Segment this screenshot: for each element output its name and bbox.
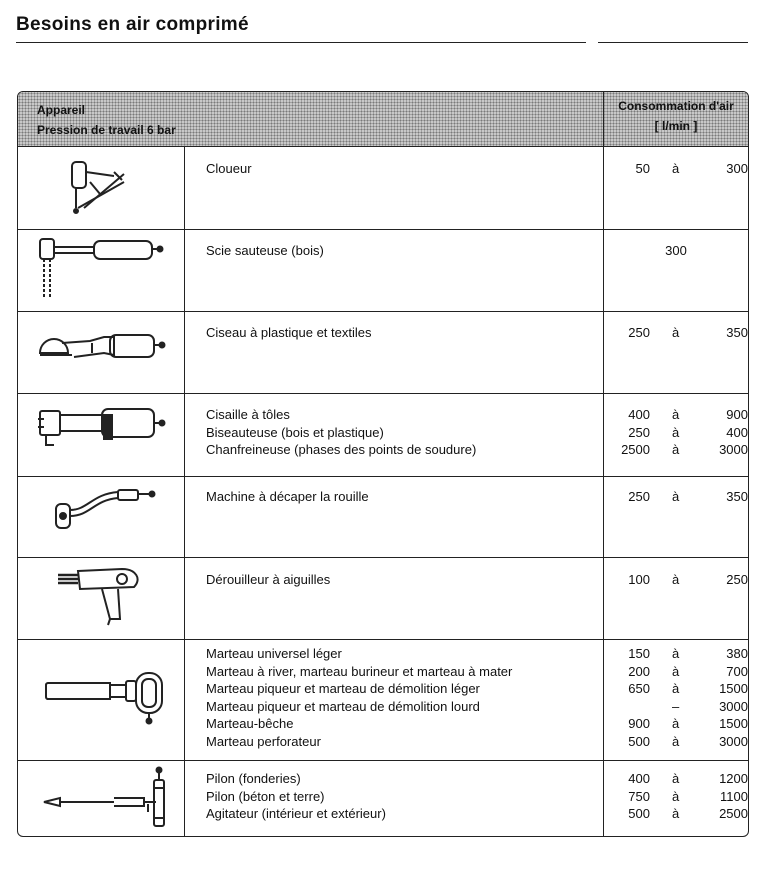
- device-names: [206, 324, 596, 342]
- consumption-values: [604, 242, 748, 260]
- consumption-max: 1500: [719, 681, 748, 697]
- range-separator: à: [672, 733, 680, 749]
- table-header: [18, 92, 748, 147]
- consumption-min: 100: [628, 572, 650, 587]
- device-name: Ciseau à plastique et textiles: [206, 325, 372, 340]
- table-row: [18, 393, 748, 477]
- range-separator: à: [672, 788, 680, 804]
- range-separator: à: [672, 442, 680, 458]
- device-name: Agitateur (intérieur et extérieur): [206, 806, 386, 822]
- consumption-min: 150: [628, 646, 650, 661]
- consumption-max: 1100: [720, 788, 748, 804]
- consumption-range: [604, 406, 748, 424]
- table-row: [18, 146, 748, 230]
- range-separator: à: [672, 681, 680, 697]
- device-name: Scie sauteuse (bois): [206, 243, 324, 258]
- consumption-max: 300: [726, 161, 748, 176]
- consumption-max: 3000: [719, 442, 748, 458]
- title-rule: [598, 42, 748, 43]
- device-name: Dérouilleur à aiguilles: [206, 572, 331, 587]
- consumption-range: [604, 571, 748, 589]
- header-device: [37, 100, 176, 140]
- device-name: Chanfreineuse (phases des points de soudure): [206, 442, 477, 458]
- consumption-min: 500: [628, 733, 650, 749]
- consumption-value: 300: [665, 243, 687, 258]
- consumption-min: 50: [635, 161, 650, 176]
- device-name: Marteau-bêche: [206, 716, 294, 732]
- consumption-min: 750: [628, 788, 650, 804]
- consumption-max: 1500: [719, 716, 748, 732]
- consumption-range: [604, 680, 748, 698]
- consumption-range: [604, 488, 748, 506]
- range-separator: à: [672, 663, 680, 679]
- device-names: [206, 242, 596, 260]
- range-separator: à: [672, 325, 680, 340]
- table-row: [18, 476, 748, 558]
- consumption-min: 500: [628, 806, 650, 822]
- consumption-max: 350: [726, 489, 748, 504]
- table-row: [18, 311, 748, 394]
- consumption-max: 3000: [719, 698, 748, 714]
- table-row: [18, 760, 748, 837]
- range-separator: à: [672, 161, 680, 176]
- consumption-values: [604, 645, 748, 751]
- device-names: [206, 488, 596, 506]
- device-names: [206, 160, 596, 178]
- consumption-range: [604, 733, 748, 751]
- device-name: Marteau universel léger: [206, 646, 342, 661]
- range-separator: à: [672, 407, 680, 422]
- consumption-min: 250: [628, 424, 650, 440]
- consumption-min: 650: [628, 681, 650, 697]
- rust-remover-icon: [18, 476, 184, 557]
- range-separator: –: [672, 698, 680, 714]
- table-row: [18, 229, 748, 312]
- nibbler-icon: [18, 393, 184, 476]
- consumption-range: [604, 645, 748, 663]
- consumption-range: [604, 441, 748, 459]
- header-device-label: Appareil: [37, 103, 86, 117]
- consumption-range: [604, 324, 748, 342]
- consumption-max: 250: [726, 572, 748, 587]
- consumption-max: 700: [726, 663, 748, 679]
- device-name: Pilon (béton et terre): [206, 788, 325, 804]
- device-name: Cisaille à tôles: [206, 407, 290, 422]
- header-consumption: [604, 96, 748, 136]
- device-name: Marteau piqueur et marteau de démolition lourd: [206, 698, 480, 714]
- air-consumption-table: [17, 91, 749, 837]
- device-name: Cloueur: [206, 161, 252, 176]
- range-separator: à: [672, 572, 680, 587]
- consumption-min: 400: [628, 771, 650, 786]
- consumption-min: 400: [628, 407, 650, 422]
- consumption-values: [604, 160, 748, 178]
- consumption-min: 250: [628, 489, 650, 504]
- header-unit-label: [ l/min ]: [654, 119, 698, 133]
- device-names: [206, 571, 596, 589]
- range-separator: à: [672, 716, 680, 732]
- consumption-max: 380: [726, 646, 748, 661]
- shear-icon: [18, 311, 184, 393]
- consumption-values: [604, 488, 748, 506]
- range-separator: à: [672, 806, 680, 822]
- consumption-min: 900: [628, 716, 650, 732]
- consumption-min: 250: [628, 325, 650, 340]
- table-row: [18, 557, 748, 640]
- consumption-range: [604, 663, 748, 681]
- consumption-range: [604, 788, 748, 806]
- header-consumption-label: Consommation d'air: [618, 99, 734, 113]
- consumption-max: 1200: [719, 771, 748, 786]
- device-name: Biseauteuse (bois et plastique): [206, 424, 384, 440]
- consumption-values: [604, 324, 748, 342]
- device-names: [206, 770, 596, 823]
- consumption-range: [604, 715, 748, 733]
- header-pressure-label: Pression de travail 6 bar: [37, 123, 176, 137]
- consumption-range: [604, 424, 748, 442]
- device-name: Marteau piqueur et marteau de démolition léger: [206, 681, 480, 697]
- title-rule: [16, 42, 586, 43]
- consumption-max: 2500: [719, 806, 748, 822]
- range-separator: à: [672, 771, 680, 786]
- consumption-range: [604, 242, 748, 260]
- consumption-values: [604, 770, 748, 823]
- table-row: [18, 639, 748, 761]
- consumption-max: 3000: [719, 733, 748, 749]
- device-names: [206, 406, 596, 459]
- rammer-icon: [18, 760, 184, 837]
- nailer-icon: [18, 146, 184, 229]
- consumption-range: [604, 698, 748, 716]
- range-separator: à: [672, 489, 680, 504]
- consumption-min: 2500: [621, 442, 650, 458]
- consumption-max: 900: [726, 407, 748, 422]
- needle-scaler-icon: [18, 557, 184, 639]
- device-name: Marteau à river, marteau burineur et marteau à mater: [206, 663, 513, 679]
- consumption-range: [604, 160, 748, 178]
- device-name: Machine à décaper la rouille: [206, 489, 369, 504]
- device-name: Marteau perforateur: [206, 733, 321, 749]
- jigsaw-icon: [18, 229, 184, 311]
- consumption-max: 400: [726, 424, 748, 440]
- consumption-range: [604, 770, 748, 788]
- consumption-values: [604, 406, 748, 459]
- page-title: Besoins en air comprimé: [16, 14, 249, 35]
- hammer-icon: [18, 639, 184, 760]
- consumption-range: [604, 805, 748, 823]
- range-separator: à: [672, 424, 680, 440]
- consumption-values: [604, 571, 748, 589]
- range-separator: à: [672, 646, 680, 661]
- device-name: Pilon (fonderies): [206, 771, 301, 786]
- consumption-min: 200: [628, 663, 650, 679]
- device-names: [206, 645, 596, 751]
- consumption-max: 350: [726, 325, 748, 340]
